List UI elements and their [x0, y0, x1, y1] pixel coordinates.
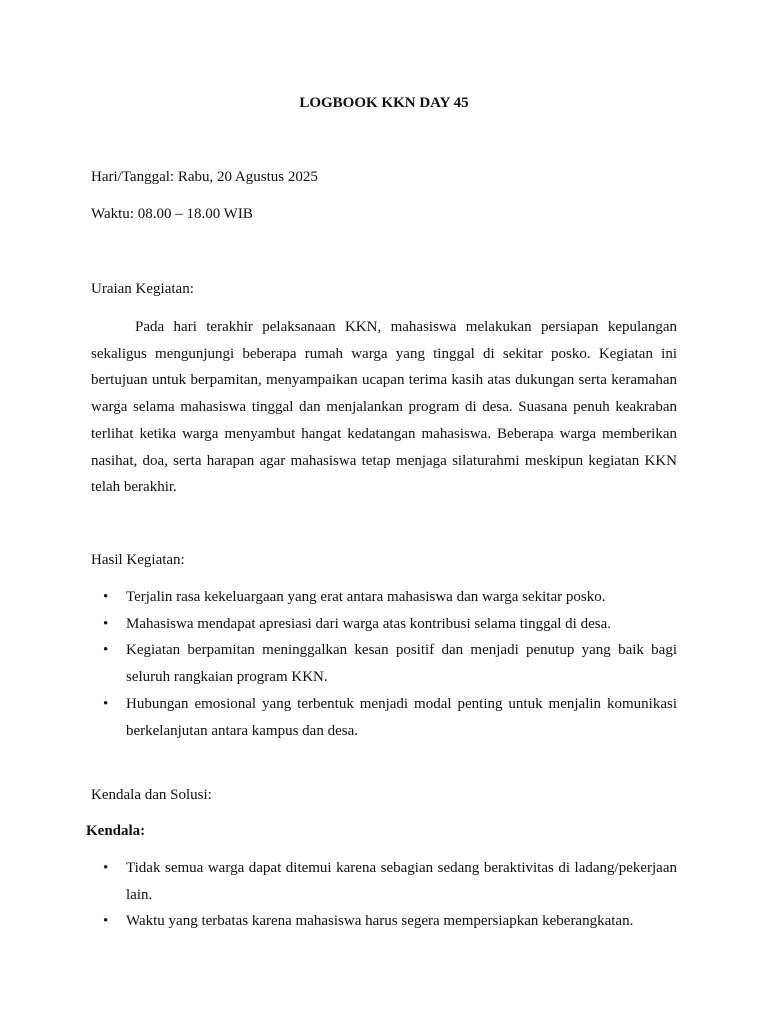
document-title: LOGBOOK KKN DAY 45	[299, 95, 469, 111]
bullet-icon: •	[103, 589, 109, 605]
list-item-text: Waktu yang terbatas karena mahasiswa harus segera mempersiapkan keberangkatan.	[126, 913, 634, 930]
list-item	[91, 584, 677, 611]
hasil-heading: Hasil Kegiatan:	[91, 552, 185, 568]
list-item	[91, 855, 677, 908]
list-item-text: Mahasiswa mendapat apresiasi dari warga atas kontribusi selama tinggal di desa.	[126, 615, 611, 632]
bullet-icon: •	[103, 615, 109, 632]
list-item	[91, 637, 677, 690]
list-item-text: Kegiatan berpamitan meninggalkan kesan positif dan menjadi penutup yang baik bagi seluruh rangkaian program KKN.	[126, 642, 677, 686]
list-item	[91, 611, 677, 638]
kendala-list	[91, 855, 677, 935]
bullet-icon: •	[103, 642, 109, 659]
list-item	[91, 908, 677, 935]
kendala-heading: Kendala:	[86, 823, 146, 839]
date-line: Hari/Tanggal: Rabu, 20 Agustus 2025	[91, 169, 318, 185]
bullet-icon: •	[103, 695, 109, 712]
time-line: Waktu: 08.00 – 18.00 WIB	[91, 206, 253, 222]
bullet-icon: •	[103, 913, 109, 930]
list-item-text: Hubungan emosional yang terbentuk menjadi modal penting untuk menjalin komunikasi berkelanjutan antara kampus dan desa.	[126, 695, 677, 739]
kendala-solusi-heading: Kendala dan Solusi:	[91, 787, 212, 803]
uraian-paragraph	[91, 314, 677, 501]
list-item	[91, 691, 677, 744]
list-item-text: Tidak semua warga dapat ditemui karena sebagian sedang beraktivitas di ladang/pekerjaan lain.	[126, 860, 677, 903]
hasil-list	[91, 584, 677, 744]
bullet-icon: •	[103, 860, 109, 876]
uraian-heading: Uraian Kegiatan:	[91, 281, 194, 297]
list-item-text: Terjalin rasa kekeluargaan yang erat antara mahasiswa dan warga sekitar posko.	[126, 589, 606, 605]
uraian-text: Pada hari terakhir pelaksanaan KKN, mahasiswa melakukan persiapan kepulangan sekaligus mengunjungi beberapa rumah warga yang tinggal di sekitar posko. Kegiatan ini bertujuan untuk berpamitan, menyampaikan ucapan terima kasih atas dukungan serta keramahan warga selama mahasiswa tinggal dan menjalankan program di desa. Suasana penuh keakraban terlihat ketika warga menyambut hangat kedatangan mahasiswa. Beberapa warga memberikan nasihat, doa, serta harapan agar mahasiswa tetap menjaga silaturahmi meskipun kegiatan KKN telah berakhir.	[91, 319, 677, 496]
